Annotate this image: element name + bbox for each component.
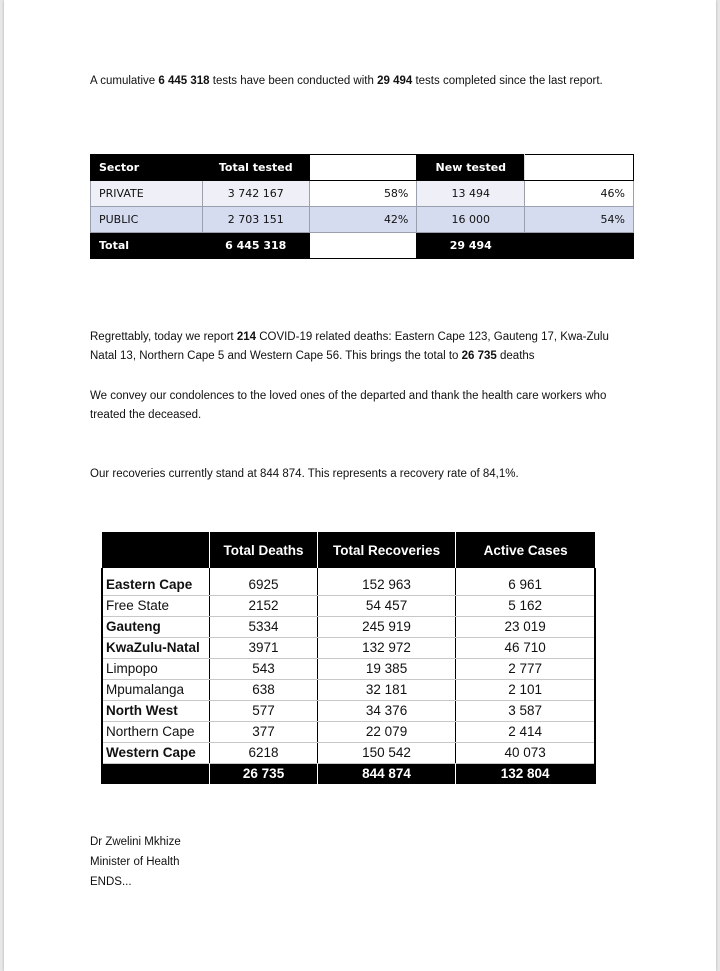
province-name: Limpopo: [102, 658, 210, 679]
total-pct-cell: 58%: [309, 181, 417, 207]
recoveries-cell: 32 181: [317, 679, 455, 700]
tests-paragraph: [90, 72, 620, 91]
text-fragment: deaths: [496, 350, 535, 362]
deaths-cell: 2152: [210, 595, 318, 616]
table-row: [102, 721, 595, 742]
active-cell: 6 961: [456, 568, 595, 595]
empty-cell: [102, 763, 210, 784]
table-row: [102, 568, 595, 595]
header-sector: Sector: [91, 155, 203, 181]
deaths-paragraph: [90, 328, 620, 366]
text-fragment: COVID-19 related deaths: Eastern Cape 123, Gauteng 17, Kwa-Zulu Natal 13, Northern Cape 5 and Western Cape 56. This brings the total to: [90, 331, 609, 362]
active-cell: 23 019: [456, 616, 595, 637]
table-row: [91, 181, 634, 207]
text-fragment: tests have been conducted with: [209, 75, 378, 87]
recoveries-cell: 19 385: [317, 658, 455, 679]
active-cell: 3 587: [456, 700, 595, 721]
sector-cell: PRIVATE: [91, 181, 203, 207]
total-deaths-value: 26 735: [461, 350, 497, 362]
deaths-cell: 5334: [210, 616, 318, 637]
new-tests-value: 29 494: [377, 75, 413, 87]
table-row: [102, 679, 595, 700]
deaths-cell: 377: [210, 721, 318, 742]
new-tested-cell: 16 000: [417, 207, 525, 233]
deaths-cell: 577: [210, 700, 318, 721]
ends-marker: ENDS...: [90, 876, 132, 888]
new-tested-sum: 29 494: [417, 233, 525, 259]
total-pct-cell: 42%: [309, 207, 417, 233]
active-total: 132 804: [456, 763, 595, 784]
table-row: [102, 658, 595, 679]
recoveries-cell: 54 457: [317, 595, 455, 616]
table-row: [91, 207, 634, 233]
province-name: Free State: [102, 595, 210, 616]
empty-cell: [525, 233, 634, 259]
tests-by-sector-table: [90, 154, 634, 259]
province-total-row: [102, 763, 595, 784]
condolence-paragraph: We convey our condolences to the loved ones of the departed and thank the health care workers who treated the deceased.: [90, 390, 607, 421]
active-cell: 46 710: [456, 637, 595, 658]
header-province: [102, 532, 210, 568]
table-row: [102, 742, 595, 763]
table-row: [102, 595, 595, 616]
total-label: Total: [91, 233, 203, 259]
new-pct-cell: 54%: [525, 207, 634, 233]
header-total-tested: Total tested: [202, 155, 309, 181]
recoveries-cell: 245 919: [317, 616, 455, 637]
tests-table-header: [91, 155, 634, 181]
province-name: North West: [102, 700, 210, 721]
province-name: Northern Cape: [102, 721, 210, 742]
new-deaths-value: 214: [236, 331, 256, 343]
province-name: Western Cape: [102, 742, 210, 763]
province-name: Gauteng: [102, 616, 210, 637]
recoveries-cell: 22 079: [317, 721, 455, 742]
empty-cell: [309, 233, 417, 259]
text-fragment: A cumulative: [90, 75, 159, 87]
header-total-pct: [309, 155, 417, 181]
header-total-deaths: Total Deaths: [210, 532, 318, 568]
header-new-pct: [525, 155, 634, 181]
signatory-title: Minister of Health: [90, 856, 180, 868]
table-row: [102, 637, 595, 658]
active-cell: 40 073: [456, 742, 595, 763]
text-fragment: tests completed since the last report.: [412, 75, 603, 87]
deaths-cell: 6218: [210, 742, 318, 763]
total-tested-cell: 2 703 151: [202, 207, 309, 233]
active-cell: 5 162: [456, 595, 595, 616]
recoveries-cell: 150 542: [317, 742, 455, 763]
deaths-cell: 6925: [210, 568, 318, 595]
deaths-cell: 543: [210, 658, 318, 679]
active-cell: 2 414: [456, 721, 595, 742]
province-table-header: [102, 532, 595, 568]
total-tested-sum: 6 445 318: [202, 233, 309, 259]
text-fragment: Regrettably, today we report: [90, 331, 237, 343]
tests-total-row: [91, 233, 634, 259]
province-name: KwaZulu-Natal: [102, 637, 210, 658]
table-row: [102, 700, 595, 721]
recoveries-cell: 34 376: [317, 700, 455, 721]
header-total-recoveries: Total Recoveries: [317, 532, 455, 568]
table-row: [102, 616, 595, 637]
province-name: Mpumalanga: [102, 679, 210, 700]
deaths-cell: 3971: [210, 637, 318, 658]
province-name: Eastern Cape: [102, 568, 210, 595]
deaths-cell: 638: [210, 679, 318, 700]
provincial-breakdown-table: [101, 532, 596, 784]
document-page: [4, 0, 716, 971]
header-active-cases: Active Cases: [456, 532, 595, 568]
sector-cell: PUBLIC: [91, 207, 203, 233]
signatory-name: Dr Zwelini Mkhize: [90, 836, 181, 848]
deaths-total: 26 735: [210, 763, 318, 784]
active-cell: 2 101: [456, 679, 595, 700]
new-tested-cell: 13 494: [417, 181, 525, 207]
recoveries-total: 844 874: [317, 763, 455, 784]
total-tested-cell: 3 742 167: [202, 181, 309, 207]
signature-block: [90, 832, 181, 892]
recovery-paragraph: Our recoveries currently stand at 844 874. This represents a recovery rate of 84,1%.: [90, 468, 519, 480]
header-new-tested: New tested: [417, 155, 525, 181]
recoveries-cell: 132 972: [317, 637, 455, 658]
recoveries-cell: 152 963: [317, 568, 455, 595]
new-pct-cell: 46%: [525, 181, 634, 207]
active-cell: 2 777: [456, 658, 595, 679]
cumulative-tests-value: 6 445 318: [158, 75, 210, 87]
